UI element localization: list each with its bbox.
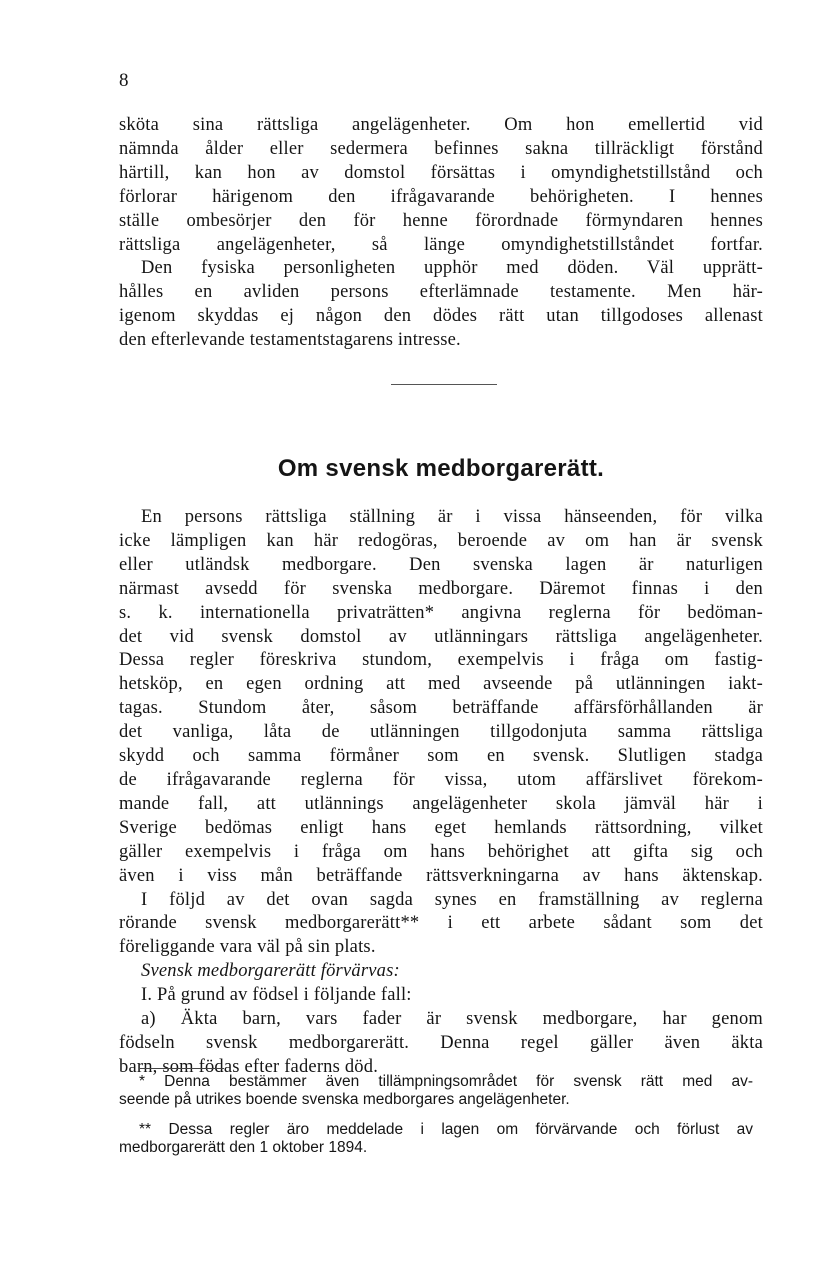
text-line: eller utländsk medborgare. Den svenska lagen är naturligen (119, 554, 763, 575)
text-line: rörande svensk medborgarerätt** i ett arbete sådant som det (119, 913, 763, 934)
text-line: sköta sina rättsliga angelägenheter. Om hon emellertid vid (119, 115, 763, 135)
text-line: förlorar härigenom den ifrågavarande behörigheten. I hennes (119, 186, 763, 207)
footnote-text: Dessa regler äro meddelade i lagen om förvärvande och förlust av (168, 1121, 753, 1138)
text-line: hetsköp, en egen ordning att med avseende på utlänningen iakt- (119, 674, 763, 695)
text-line: nämnda ålder eller sedermera befinnes sakna tillräckligt förstånd (119, 138, 763, 159)
footnote-line: medborgarerätt den 1 oktober 1894. (119, 1139, 368, 1156)
footnotes (119, 1073, 753, 1157)
text-line: även i viss mån beträffande rättsverkningarna av hans äktenskap. (119, 865, 763, 886)
text-line: igenom skyddas ej någon den dödes rätt utan tillgodoses allenast (119, 306, 763, 327)
text-line: föreliggande vara väl på sin plats. (119, 937, 376, 958)
text-line: den efterlevande testamentstagarens intresse. (119, 330, 461, 351)
text-line: härtill, kan hon av domstol försättas i omyndighetstillstånd och (119, 162, 763, 183)
subheading: Svensk medborgarerätt förvärvas: (141, 961, 400, 982)
text-line: det vid svensk domstol av utlänningars rättsliga angelägenheter. (119, 626, 763, 647)
text-line: tagas. Stundom åter, såsom beträffande affärsförhållanden är (119, 698, 763, 719)
page-number: 8 (119, 70, 129, 91)
footnote-line: seende på utrikes boende svenska medborgares angelägenheter. (119, 1091, 570, 1108)
text-line: Dessa regler föreskriva stundom, exempelvis i fråga om fastig- (119, 650, 763, 671)
footnote-line (119, 1121, 753, 1139)
text-line: a) Äkta barn, vars fader är svensk medborgare, har genom (141, 1009, 763, 1030)
section-heading: Om svensk medborgarerätt. (277, 455, 605, 482)
footnote-marker: * (139, 1073, 146, 1090)
footnote-text: Denna bestämmer även tillämpningsområdet för svensk rätt med av- (164, 1073, 753, 1090)
text-line: närmast avsedd för svenska medborgare. Däremot finnas i den (119, 578, 763, 599)
text-line: ställe ombesörjer den för henne förordnade förmyndaren hennes (119, 210, 763, 231)
text-line: Den fysiska personligheten upphör med döden. Väl upprätt- (141, 258, 763, 279)
text-line: rättsliga angelägenheter, så länge omyndighetstillståndet fortfar. (119, 234, 763, 255)
text-line: icke lämpligen kan här redogöras, beroende av om han är svensk (119, 530, 763, 551)
text-line: hålles en avliden persons efterlämnade testamente. Men här- (119, 282, 763, 303)
footnote-2 (119, 1121, 753, 1157)
section-citizenship (119, 506, 763, 1080)
text-line: gäller exempelvis i fråga om hans behörighet att gifta sig och (119, 841, 763, 862)
text-line: s. k. internationella privaträtten* angivna reglerna för bedöman- (119, 602, 763, 623)
footnote-1 (119, 1073, 753, 1109)
list-item-birth: I. På grund av födsel i följande fall: (141, 985, 412, 1006)
paragraph-legal-capacity (119, 114, 763, 353)
text-line: I följd av det ovan sagda synes en framställning av reglerna (141, 889, 763, 910)
footnote-divider (140, 1068, 224, 1069)
text-line: barn, som födas efter faderns död. (119, 1056, 379, 1077)
text-line: de ifrågavarande reglerna för vissa, utom affärslivet förekom- (119, 769, 763, 790)
text-line: Sverige bedömas enligt hans eget hemlands rättsordning, vilket (119, 817, 763, 838)
text-line: det vanliga, låta de utlänningen tillgodonjuta samma rättsliga (119, 722, 763, 743)
footnote-line (119, 1073, 753, 1091)
text-line: mande fall, att utlännings angelägenheter skola jämväl här i (119, 793, 763, 814)
text-line: födseln svensk medborgarerätt. Denna regel gäller även äkta (119, 1032, 763, 1053)
footnote-marker: ** (139, 1121, 152, 1138)
text-line: En persons rättsliga ställning är i vissa hänseenden, för vilka (141, 507, 763, 527)
text-line: skydd och samma förmåner som en svensk. Slutligen stadga (119, 746, 763, 767)
section-divider (391, 384, 497, 385)
